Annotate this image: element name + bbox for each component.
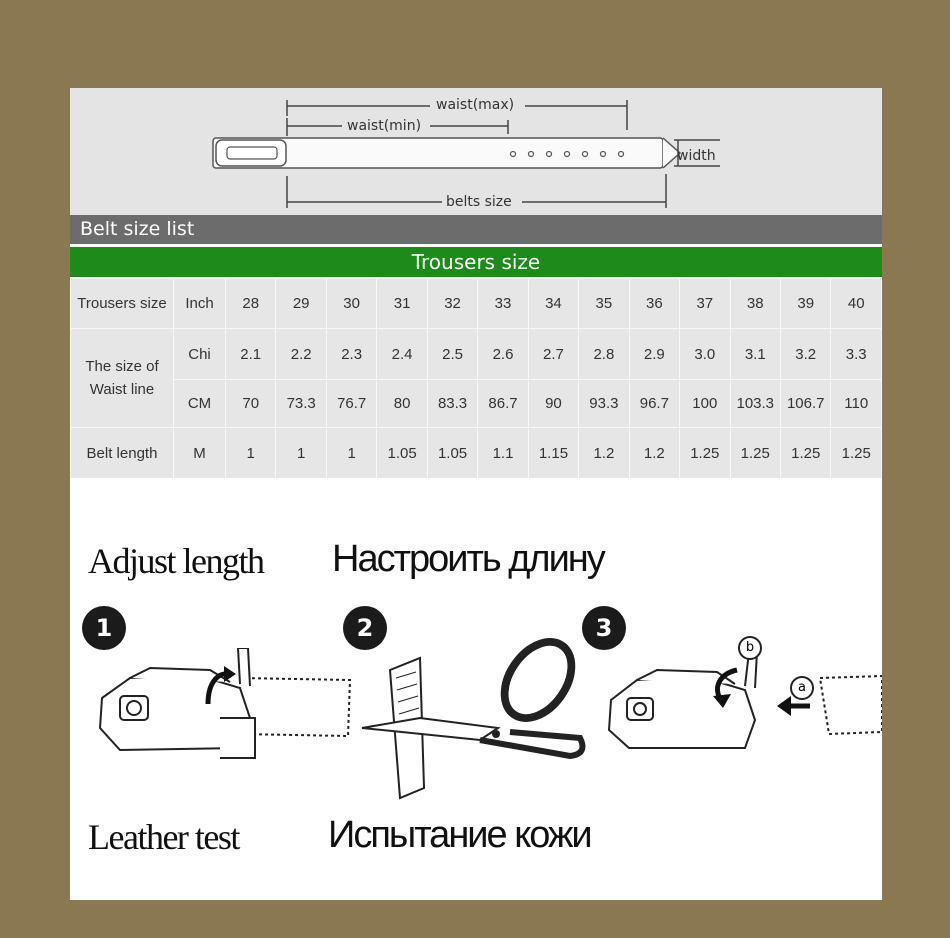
- cell: 37: [680, 279, 730, 329]
- cell: 73.3: [276, 380, 326, 428]
- cell: 90: [528, 380, 578, 428]
- cell: 86.7: [478, 380, 528, 428]
- buckle-lever-illustration: [90, 648, 360, 768]
- cell: 93.3: [579, 380, 629, 428]
- cell: 1.25: [780, 428, 830, 479]
- cell: 1.05: [427, 428, 477, 479]
- trousers-size-header: Trousers size: [70, 247, 882, 277]
- cell: 83.3: [427, 380, 477, 428]
- unit-chi: Chi: [174, 329, 226, 380]
- row-label-waist-line: [71, 329, 174, 428]
- adjust-length-title-ru: Настроить длину: [332, 538, 604, 580]
- table-row: [71, 380, 882, 428]
- belt-diagram: [70, 88, 882, 215]
- step-3-badge: 3: [582, 606, 626, 650]
- leather-test-title-ru: Испытание кожи: [328, 814, 591, 856]
- belt-size-card: [70, 88, 882, 900]
- cell: 1: [226, 428, 276, 479]
- cell: 35: [579, 279, 629, 329]
- cell: 2.4: [377, 329, 427, 380]
- cell: 2.7: [528, 329, 578, 380]
- waist-min-label: waist(min): [347, 118, 422, 134]
- waist-label-line-2: Waist line: [89, 381, 155, 398]
- cell: 34: [528, 279, 578, 329]
- cell: 38: [730, 279, 780, 329]
- cell: 1.1: [478, 428, 528, 479]
- cell: 2.9: [629, 329, 679, 380]
- belt-size-list-title: Belt size list: [70, 215, 882, 244]
- cell: 70: [226, 380, 276, 428]
- belts-size-label: belts size: [446, 194, 512, 210]
- cell: 1.05: [377, 428, 427, 479]
- step-1-badge: 1: [82, 606, 126, 650]
- cell: 100: [680, 380, 730, 428]
- table-row: [71, 428, 882, 479]
- leather-test-title: Leather test: [88, 817, 239, 857]
- cell: 39: [780, 279, 830, 329]
- cell: 1.15: [528, 428, 578, 479]
- cell: 1.25: [730, 428, 780, 479]
- cell: 1.2: [629, 428, 679, 479]
- table-row: [71, 279, 882, 329]
- unit-m: M: [174, 428, 226, 479]
- cell: 29: [276, 279, 326, 329]
- unit-cm: CM: [174, 380, 226, 428]
- cell: 3.0: [680, 329, 730, 380]
- table-row: [71, 329, 882, 380]
- cell: 110: [831, 380, 882, 428]
- cell: 76.7: [326, 380, 376, 428]
- cell: 1.25: [680, 428, 730, 479]
- insert-belt-illustration: [605, 648, 882, 778]
- marker-b: b: [738, 636, 762, 660]
- cell: 1.25: [831, 428, 882, 479]
- step-2-badge: 2: [343, 606, 387, 650]
- adjust-length-title: Adjust length: [88, 541, 264, 581]
- instructions-section: [70, 478, 882, 900]
- cell: 2.8: [579, 329, 629, 380]
- waist-label-line-1: The size of: [85, 358, 159, 375]
- cell: 2.6: [478, 329, 528, 380]
- cell: 1: [326, 428, 376, 479]
- cell: 1.2: [579, 428, 629, 479]
- cell: 31: [377, 279, 427, 329]
- cell: 106.7: [780, 380, 830, 428]
- scissors-cut-illustration: [360, 628, 590, 808]
- cell: 2.5: [427, 329, 477, 380]
- size-table: [70, 278, 882, 478]
- cell: 3.2: [780, 329, 830, 380]
- cell: 2.2: [276, 329, 326, 380]
- waist-max-label: waist(max): [436, 97, 515, 113]
- cell: 80: [377, 380, 427, 428]
- cell: 40: [831, 279, 882, 329]
- cell: 32: [427, 279, 477, 329]
- cell: 103.3: [730, 380, 780, 428]
- row-label-trousers-size: Trousers size: [71, 279, 174, 329]
- width-label: width: [677, 148, 716, 164]
- cell: 3.3: [831, 329, 882, 380]
- unit-inch: Inch: [174, 279, 226, 329]
- cell: 28: [226, 279, 276, 329]
- cell: 1: [276, 428, 326, 479]
- cell: 96.7: [629, 380, 679, 428]
- row-label-belt-length: Belt length: [71, 428, 174, 479]
- cell: 36: [629, 279, 679, 329]
- cell: 2.1: [226, 329, 276, 380]
- marker-a: a: [790, 676, 814, 700]
- cell: 33: [478, 279, 528, 329]
- cell: 2.3: [326, 329, 376, 380]
- cell: 30: [326, 279, 376, 329]
- cell: 3.1: [730, 329, 780, 380]
